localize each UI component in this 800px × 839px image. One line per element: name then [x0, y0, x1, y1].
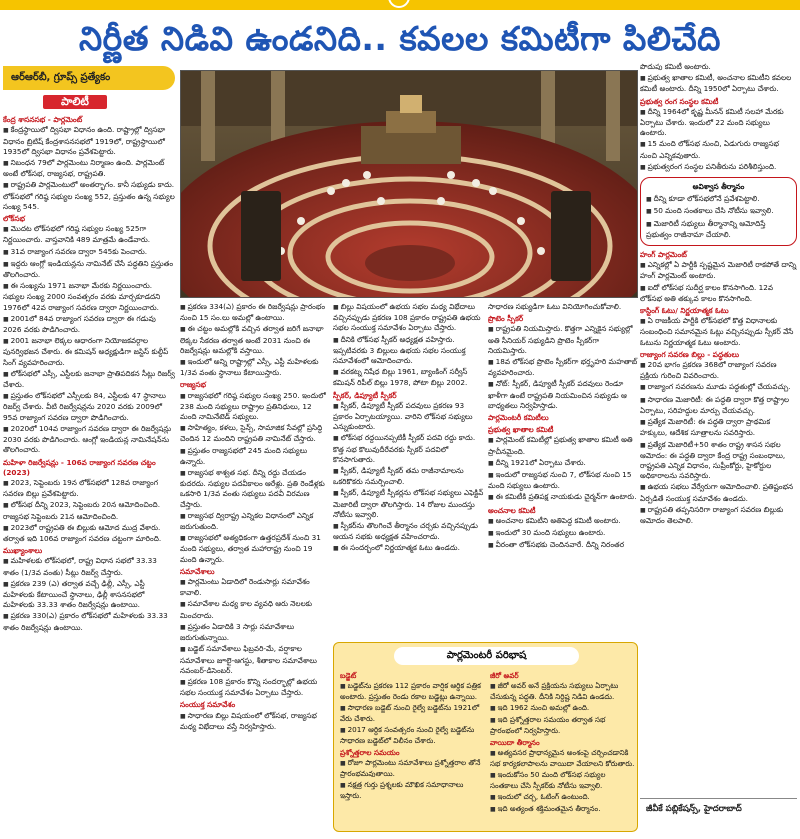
- paragraph: ■ నిబంధన 79లో పార్లమెంటు నిర్మాణం ఉంది. పార్లమెంట్ అంటే లోక్‌సభ, రాజ్యసభ, రాష్ట్రపతి.: [3, 158, 175, 179]
- paragraph: ■ అంచనాల కమిటీని అతిపెద్ద కమిటీ అంటారు.: [488, 516, 638, 527]
- column-c-list: [333, 302, 485, 555]
- paragraph: ■ ఈ చట్టం అమల్లోకి వచ్చిన తర్వాత జరిగే జనాభా లెక్కల సేకరణ తర్వాత అంటే 2031 నుంచి ఈ రిజర్వేషన్లు అమల్లోకి వస్తాయి.: [180, 324, 330, 356]
- subheading: ప్రశ్నోత్తరాల సమయం: [340, 748, 400, 757]
- list-item: ■ దీన్ని కూడా లోక్‌సభలోనే ప్రవేశపెట్టాలి.: [646, 194, 791, 205]
- paragraph: ■ స్పీకర్, డిప్యూటీ స్పీకర్ పదవులు ప్రకరణ 93 ప్రకారం ఏర్పాటయ్యాయి. వారిని లోక్‌సభ సభ్యులు ఎన్నుకుంటారు.: [333, 401, 485, 433]
- paragraph: ■ రాజ్యసభ ద్విరాష్ట్ర ఎన్నికల విధానంలో ఎన్నిక జరుగుతుంది.: [180, 511, 330, 532]
- parliamentary-terms-box: [333, 642, 638, 832]
- terms-column-1: [340, 669, 485, 829]
- paragraph: ■ ఇద్దరు ఆంగ్లో ఇండియన్లను నామినేట్ చేసే పద్ధతిని ప్రస్తుతం తొలగించారు.: [3, 259, 175, 280]
- subheading: ప్రొటెం స్పీకర్: [488, 314, 524, 324]
- paragraph: ■ కేంద్రస్థాయిలో ద్విసభా విధానం ఉంది. రాష్ట్రాల్లో ద్విసభా విధానం బ్రిటిష్ కేంద్రశాసనసభలో 1919లో, రాష్ట్రస్థాయిలో 1935లో ద్విసభా విధానం ప్రవేశపెట్టారు.: [3, 125, 175, 157]
- paragraph: ■ స్పీకర్‌ను తొలగించే తీర్మానం చర్చకు వచ్చినప్పుడు ఆయన సభకు అధ్యక్షత వహించరాదు.: [333, 521, 485, 542]
- subheading: పార్లమెంటరీ కమిటీలు: [488, 413, 549, 423]
- paragraph: ■ 20వ భాగం ప్రకరణ 368లో రాజ్యాంగ సవరణ ప్రక్రియ గురించి వివరించారు.: [640, 360, 797, 381]
- subheading: కాస్టింగ్ ఓటు/ నిర్ణయాత్మక ఓటు: [640, 306, 729, 316]
- paragraph: ■ 2023లో రాష్ట్రపతి ఈ బిల్లుకు ఆమోద ముద్ర వేశారు. తర్వాత ఇది 106వ రాజ్యాంగ సవరణ చట్టంగా మారింది.: [3, 523, 175, 544]
- paragraph: ■ 31వ రాజ్యాంగ సవరణ ద్వారా 545కు పెంచారు.: [3, 247, 175, 258]
- paragraph: ■ 2023, సెప్టెంబరు 19న లోక్‌సభలో 128వ రాజ్యాంగ సవరణ బిల్లు ప్రవేశపెట్టారు.: [3, 478, 175, 499]
- paragraph: ■ ఇందులో 30 మంది సభ్యులు ఉంటారు.: [488, 528, 638, 539]
- list-item: ■ 50 మంది సంతకాలు చేసి నోటీసు ఇవ్వాలి.: [646, 206, 791, 217]
- paragraph: ■ రాష్ట్రపతి తప్పనిసరిగా రాజ్యాంగ సవరణ బిల్లుకు ఆమోదం తెలపాలి.: [640, 505, 797, 526]
- paragraph: ■ రాజ్యసభలో గరిష్ఠ సభ్యుల సంఖ్య 250. ఇందులో 238 మంది సభ్యులు రాష్ట్రాల ప్రతినిధులు, 12 మంది నామినేటెడ్ సభ్యులు.: [180, 391, 330, 423]
- column-d-list: [488, 302, 638, 551]
- column-e-top-list: [640, 62, 797, 173]
- paragraph: ■ రాజ్యసభ శాశ్వత సభ. దీన్ని రద్దు చేయడం కుదరదు. సభ్యుల పదవీకాలం ఆరేళ్లు. ప్రతి రెండేళ్లకు ఒకసారి 1/3వ వంతు సభ్యులు పదవీ విరమణ చేస్తారు.: [180, 468, 330, 510]
- column-b-list: [180, 302, 330, 732]
- subheading: హంగ్ పార్లమెంట్: [640, 250, 687, 260]
- subheading: రాజ్యాంగ సవరణ బిల్లు - పద్ధతులు: [640, 349, 740, 359]
- paragraph: ■ 2017 ఆర్థిక సంవత్సరం నుంచి రైల్వే బడ్జెట్‌ను సాధారణ బడ్జెట్‌లో విలీనం చేశారు.: [340, 725, 485, 746]
- paragraph: సాధారణ సభ్యుడిగా ఓటు వినియోగించుకోవాలి.: [488, 302, 622, 311]
- column-e-rest-list: [640, 250, 797, 526]
- parliament-hall-illustration: [181, 71, 638, 298]
- paragraph: ■ 2020లో 104వ రాజ్యాంగ సవరణ ద్వారా ఈ రిజర్వేషన్లు 2030 వరకు పొడిగించారు. ఆంగ్లో ఇండియన్ల నామినేషన్‌ను తొలగించారు.: [3, 424, 175, 456]
- paragraph: ■ ఐదో లోక్‌సభ సుదీర్ఘ కాలం కొనసాగింది. 12వ లోక్‌సభ అతి తక్కువ కాలం కొనసాగింది.: [640, 283, 797, 304]
- paragraph: ■ ఈ సందర్భంలో నిర్ణయాత్మక ఓటు ఉండదు.: [333, 543, 485, 554]
- paragraph: ■ సాహిత్యం, కళలు, సైన్స్, సామాజిక సేవల్లో ప్రసిద్ధి చెందిన 12 మందిని రాష్ట్రపతి నామినేట్ చేస్తారు.: [180, 423, 330, 444]
- column-a-list: [3, 115, 175, 633]
- paragraph: ■ ఈ సంఖ్యను 1971 జనాభా మేరకు నిర్ణయించారు. సభ్యుల సంఖ్య 2000 సంవత్సరం వరకు మార్చకూడదని 1976లో 42వ రాజ్యాంగ సవరణ ద్వారా నిర్ణయించారు.: [3, 281, 175, 313]
- column-c: [333, 302, 485, 638]
- subheading: వాయిదా తీర్మానం: [490, 738, 540, 747]
- paragraph: ■ వీరంతా లోక్‌సభకు చెందినవారే. దీన్ని నిరంతర: [488, 540, 638, 551]
- subheading: సమావేశాలు: [180, 566, 215, 576]
- paragraph: ■ అత్యవసర ప్రాధాన్యమైన అంశంపై చర్చించడానికి సభ కార్యకలాపాలను వాయిదా వేయాలని కోరుతారు.: [490, 748, 635, 769]
- no-confidence-list: [646, 194, 791, 240]
- paragraph: ■ దీన్ని 1964లో కృష్ణ మీనన్ కమిటీ సలహా మేరకు ఏర్పాటు చేశారు. ఇందులో 22 మంది సభ్యులు ఉంటారు.: [640, 107, 797, 139]
- credit-divider: [640, 798, 797, 799]
- paragraph: ■ నోట్: స్పీకర్, డిప్యూటీ స్పీకర్ పదవులు రెండూ ఖాళీగా ఉంటే రాష్ట్రపతి నియమించిన సభ్యుడు ఆ బాధ్యతలు నిర్వహిస్తాడు.: [488, 379, 638, 411]
- paragraph: ■ 2001 జనాభా లెక్కల ఆధారంగా నియోజకవర్గాల పునర్విభజన చేశారు. ఈ కమిషన్ అధ్యక్షుడిగా జస్టిస్ కుల్దీప్ సింగ్ వ్యవహరించారు.: [3, 336, 175, 368]
- column-a: [3, 93, 175, 805]
- publisher-credit: జీవీకే పబ్లికేషన్స్, హైదరాబాద్: [646, 804, 742, 814]
- paragraph: ■ 18వ లోక్‌సభ ప్రొటెం స్పీకర్‌గా భర్తృహరి మహతాబ్ వ్యవహరించారు.: [488, 357, 638, 378]
- paragraph: ■ మహిళలకు లోక్‌సభలో, రాష్ట్ర విధాన సభలో 33.33 శాతం (1/3వ వంతు) సీట్లు రిజర్వ్ చేస్తారు.: [3, 556, 175, 577]
- paragraph: ■ సాధారణ మెజారిటీ: ఈ పద్ధతి ద్వారా కొత్త రాష్ట్రాల ఏర్పాటు, సరిహద్దుల మార్పు చేయవచ్చు.: [640, 395, 797, 416]
- subheading: మహిళా రిజర్వేషన్లు - 106వ రాజ్యాంగ సవరణ చట్టం (2023): [3, 457, 156, 477]
- paragraph: ■ బిల్లు విషయంలో ఉభయ సభల మధ్య విభేదాలు వచ్చినప్పుడు ప్రకరణ 108 ప్రకారం రాష్ట్రపతి ఉభయ సభల సంయుక్త సమావేశం ఏర్పాటు చేస్తారు.: [333, 302, 485, 334]
- paragraph: ■ ఇందులో చర్చ, ఓటింగ్ ఉంటుంది.: [490, 792, 635, 803]
- subheading: సంయుక్త సమావేశం: [180, 700, 236, 710]
- paragraph: ■ మొదట లోక్‌సభలో గరిష్ఠ సభ్యుల సంఖ్య 525గా నిర్ణయించారు. వాస్తవానికి 489 మాత్రమే ఉండేవారు.: [3, 224, 175, 245]
- paragraph: ■ ప్రకరణ 108 ప్రకారం కొన్ని సందర్భాల్లో ఉభయ సభల సంయుక్త సమావేశం ఏర్పాటు చేస్తారు.: [180, 677, 330, 698]
- paragraph: ■ రాజ్యాంగ సవరణను మూడు పద్ధతుల్లో చేయవచ్చు.: [640, 382, 797, 393]
- paragraph: ■ లోక్‌సభలో ఎస్సీ, ఎస్టీలకు జనాభా ప్రాతిపదికన సీట్లు రిజర్వ్ చేశారు.: [3, 369, 175, 390]
- headline: నిర్ణీత నిడివి ఉండనిది.. కవలల కమిటీగా పిలిచేది: [79, 19, 721, 58]
- paragraph: ■ సాధారణ బిల్లు విషయంలో లోక్‌సభ, రాజ్యసభ మధ్య విభేదాలు వస్తే నిర్వహిస్తారు.: [180, 711, 330, 732]
- paragraph: ■ స్పీకర్, డిప్యూటీ స్పీకర్ తమ రాజీనామాలను ఒకరికొకరు సమర్పించాలి.: [333, 466, 485, 487]
- paragraph: ■ ఇందులో రాజ్యసభ నుంచి 7, లోక్‌సభ నుంచి 15 మంది సభ్యులు ఉంటారు.: [488, 470, 638, 491]
- terms-column-2: [490, 669, 635, 829]
- paragraph: ■ సాధారణ బడ్జెట్ నుంచి రైల్వే బడ్జెట్‌ను 1921లో వేరు చేశారు.: [340, 703, 485, 724]
- paragraph: ■ లోక్‌సభ దీన్ని 2023, సెప్టెంబరు 20న ఆమోదించింది. రాజ్యసభ సెప్టెంబరు 21న ఆమోదించింది.: [3, 500, 175, 521]
- subheading: కేంద్ర శాసనసభ - పార్లమెంట్: [3, 115, 83, 125]
- paragraph: పొదుపు కమిటీ అంటారు.: [640, 62, 711, 71]
- paragraph: ■ జీరో అవర్ అనే ప్రక్రియను సభ్యులు ఏర్పాటు చేసుకున్న పద్ధతి. దీనికి నిర్దిష్ట నిడివి ఉండదు.: [490, 681, 635, 702]
- subheading: ప్రభుత్వ ఖాతాల కమిటీ: [488, 425, 554, 435]
- subheading: లోక్‌సభ: [3, 214, 25, 224]
- byline-tag: ఆర్‌ఆర్‌బీ, గ్రూప్స్ ప్రత్యేకం: [3, 66, 175, 90]
- parliamentary-terms-title: పార్లమెంటరీ పరిభాష: [394, 647, 579, 665]
- paragraph: ■ స్పీకర్, డిప్యూటీ స్పీకర్లను లోక్‌సభ సభ్యులు ఎఫెక్టివ్ మెజారిటీ ద్వారా తొలగిస్తారు. 14 రోజుల ముందస్తు నోటీసు ఇవ్వాలి.: [333, 488, 485, 520]
- paragraph: ■ సమావేశాల మధ్య కాల వ్యవధి ఆరు నెలలకు మించరాదు.: [180, 599, 330, 620]
- paragraph: ■ ఇది 1962 నుంచి అమల్లో ఉంది.: [490, 703, 635, 714]
- paragraph: ■ ప్రస్తుతం రాజ్యసభలో 245 మంది సభ్యులు ఉన్నారు.: [180, 446, 330, 467]
- list-item: ■ మెజారిటీ సభ్యులు తీర్మానాన్ని ఆమోదిస్తే ప్రభుత్వం రాజీనామా చేయాలి.: [646, 219, 791, 240]
- paragraph: ■ ఇది అత్యంత శక్తిమంతమైన తీర్మానం.: [490, 804, 635, 815]
- paragraph: ■ ప్రత్యేక మెజారిటీ: ఈ పద్ధతి ద్వారా ప్రాథమిక హక్కులు, ఆదేశిక సూత్రాలను సవరిస్తారు.: [640, 417, 797, 438]
- section-tag: పాలిటీ: [43, 95, 107, 109]
- paragraph: ■ రాజ్యసభలో అత్యధికంగా ఉత్తరప్రదేశ్ నుంచి 31 మంది సభ్యులు, తర్వాత మహారాష్ట్ర నుంచి 19 మంది ఉన్నారు.: [180, 533, 330, 565]
- paragraph: ■ ఈ కమిటీకి ప్రతిపక్ష నాయకుడు చైర్మన్‌గా ఉంటారు.: [488, 492, 638, 503]
- paragraph: ■ లోక్‌సభ రద్దయినప్పటికీ స్పీకర్ పదవి రద్దు కాదు. కొత్త సభ కొలువుదీరేవరకు స్పీకర్ పదవిలో కొనసాగుతారు.: [333, 433, 485, 465]
- paragraph: ■ ఏ రాజకీయ పార్టీకి లోక్‌సభలో కొత్త విధానాలకు సంబంధించి సమానమైన ఓట్లు వచ్చినప్పుడు స్పీకర్ వేసే ఓటును నిర్ణయాత్మక ఓటు అంటారు.: [640, 316, 797, 348]
- column-d: [488, 302, 638, 638]
- column-b: [180, 302, 330, 802]
- no-confidence-heading: అవిశ్వాస తీర్మానం: [692, 182, 745, 192]
- paragraph: ■ రోజూ పార్లమెంటు సమావేశాలు ప్రశ్నోత్తరాల తోనే ప్రారంభమవుతాయి.: [340, 758, 485, 779]
- paragraph: ■ ప్రత్యేక మెజారిటీ+50 శాతం రాష్ట్ర శాసన సభల ఆమోదం: ఈ పద్ధతి ద్వారా కేంద్ర రాష్ట్ర సంబంధాలు, రాష్ట్రపతి ఎన్నిక విధానం, సుప్రీంకోర్టు, హైకోర్టుల అధికారాలను సవరిస్తారు.: [640, 440, 797, 482]
- paragraph: ■ ప్రకరణ 330(ఎ) ప్రకారం లోక్‌సభలో మహిళలకు 33.33 శాతం రిజర్వేషన్లు ఉంటాయి.: [3, 611, 175, 632]
- paragraph: ■ దీనికి లోక్‌సభ స్పీకర్ అధ్యక్షత వహిస్తారు. ఇప్పటివరకు 3 బిల్లులు ఉభయ సభల సంయుక్త సమావేశంలో ఆమోదించారు.: [333, 335, 485, 367]
- paragraph: ■ 15 మంది లోక్‌సభ నుంచి, ఏడుగురు రాజ్యసభ నుంచి ఎన్నికవుతారు.: [640, 139, 797, 160]
- subheading: జీరో అవర్: [490, 671, 519, 680]
- paragraph: ■ ఇందులో అన్ని రాష్ట్రాల్లో ఎస్సీ, ఎస్టీ మహిళలకు 1/3వ వంతు స్థానాలు కేటాయిస్తారు.: [180, 357, 330, 378]
- paragraph: ■ బడ్జెట్ సమావేశాలు ఫిబ్రవరి-మే, వర్షాకాల సమావేశాలు జూలై-ఆగస్టు, శీతాకాల సమావేశాలు నవంబర్-డిసెంబర్.: [180, 644, 330, 676]
- column-e: [640, 62, 797, 802]
- paragraph: ■ వరకట్న నిషేధ బిల్లు 1961, బ్యాంకింగ్ సర్వీస్ కమిషన్ రిపీల్ బిల్లు 1978, పోటా బిల్లు 2002.: [333, 367, 485, 388]
- subheading: బడ్జెట్: [340, 671, 357, 680]
- paragraph: ■ దీన్ని 1921లో ఏర్పాటు చేశారు.: [488, 458, 638, 469]
- paragraph: ■ రాష్ట్రపతి నియమిస్తారు. కొత్తగా ఎన్నికైన సభ్యుల్లో అతి సీనియర్ సభ్యుడిని ప్రొటెం స్పీకర్‌గా నియమిస్తారు.: [488, 324, 638, 356]
- paragraph: ■ ప్రకరణ 239 (ఎ) తర్వాత వచ్చే ఢిల్లీ, ఎస్సీ, ఎస్టీ మహిళలకు కేటాయించే స్థానాలు, ఢిల్లీ శాసనసభలో మహిళలకు 33.33 శాతం రిజర్వేషన్లు ఉంటాయి.: [3, 579, 175, 611]
- paragraph: ■ ఇది ప్రశ్నోత్తరాల సమయం తర్వాత సభ ప్రారంభంలో నిర్వహిస్తారు.: [490, 715, 635, 736]
- paragraph: ■ పార్లమెంట్ కమిటీల్లో ప్రభుత్వ ఖాతాల కమిటీ అతి ప్రాచీనమైంది.: [488, 435, 638, 456]
- paragraph: ■ ప్రస్తుతం లోక్‌సభలో ఎస్సీలకు 84, ఎస్టీలకు 47 స్థానాలు రిజర్వ్ చేశారు. వీటి రిజర్వేషన్లను 2020 వరకు 2009లో 95వ రాజ్యాంగ సవరణ ద్వారా పొడిగించారు.: [3, 391, 175, 423]
- paragraph: ■ ఇందుకోసం 50 మంది లోక్‌సభ సభ్యుల సంతకాలు చేసి స్పీకర్‌కు నోటీసు ఇవ్వాలి.: [490, 770, 635, 791]
- subheading: ప్రభుత్వ రంగ సంస్థల కమిటీ: [640, 96, 719, 106]
- paragraph: ■ 2001లో 84వ రాజ్యాంగ సవరణ ద్వారా ఈ గడువు 2026 వరకు పొడిగించారు.: [3, 314, 175, 335]
- subheading: అంచనాల కమిటీ: [488, 505, 536, 515]
- paragraph: ■ ప్రస్తుతం ఏడాదికి 3 సార్లు సమావేశాలు జరుగుతున్నాయి.: [180, 622, 330, 643]
- subheading: ముఖ్యాంశాలు: [3, 546, 43, 556]
- parliament-photo: [180, 70, 638, 298]
- paragraph: ■ రాష్ట్రపతి పార్లమెంటులో అంతర్భాగం. కానీ సభ్యుడు కాదు. లోక్‌సభలో గరిష్ఠ సభ్యుల సంఖ్య 552, ప్రస్తుతం ఉన్న సభ్యుల సంఖ్య 545.: [3, 180, 175, 212]
- subheading: రాజ్యసభ: [180, 380, 206, 390]
- subheading: స్పీకర్, డిప్యూటీ స్పీకర్: [333, 390, 397, 400]
- paragraph: ■ ఎన్నికల్లో ఏ పార్టీకి స్పష్టమైన మెజారిటీ రాకపోతే దాన్ని హంగ్ పార్లమెంట్ అంటారు.: [640, 260, 797, 281]
- paragraph: ■ ప్రకరణ 334(ఎ) ప్రకారం ఈ రిజర్వేషన్లు ప్రారంభం నుంచి 15 సం.లు అమల్లో ఉంటాయి.: [180, 302, 330, 323]
- paragraph: ■ బడ్జెట్‌ను ప్రకరణ 112 ప్రకారం వార్షిక ఆర్థిక పత్రిక అంటారు. ప్రస్తుతం రెండు రకాల బడ్జెట్లు ఉన్నాయి.: [340, 681, 485, 702]
- paragraph: ■ ఉభయ సభలు వేర్వేరుగా ఆమోదించాలి. ప్రతిష్టంభన ఏర్పడితే సంయుక్త సమావేశం ఉండదు.: [640, 482, 797, 503]
- paragraph: ■ ప్రభుత్వరంగ సంస్థల పనితీరును పరిశీలిస్తుంది.: [640, 162, 797, 173]
- no-confidence-box: [640, 177, 797, 246]
- paragraph: ■ ప్రభుత్వ ఖాతాల కమిటీ, అంచనాల కమిటీని కవలల కమిటీ అంటారు. దీన్ని 1950లో ఏర్పాటు చేశారు.: [640, 73, 797, 94]
- paragraph: ■ పార్లమెంటు ఏడాదిలో రెండుసార్లు సమావేశం కావాలి.: [180, 577, 330, 598]
- paragraph: ■ నక్షత్ర గుర్తు ప్రశ్నలకు మౌఖిక సమాధానాలు ఇస్తారు.: [340, 780, 485, 801]
